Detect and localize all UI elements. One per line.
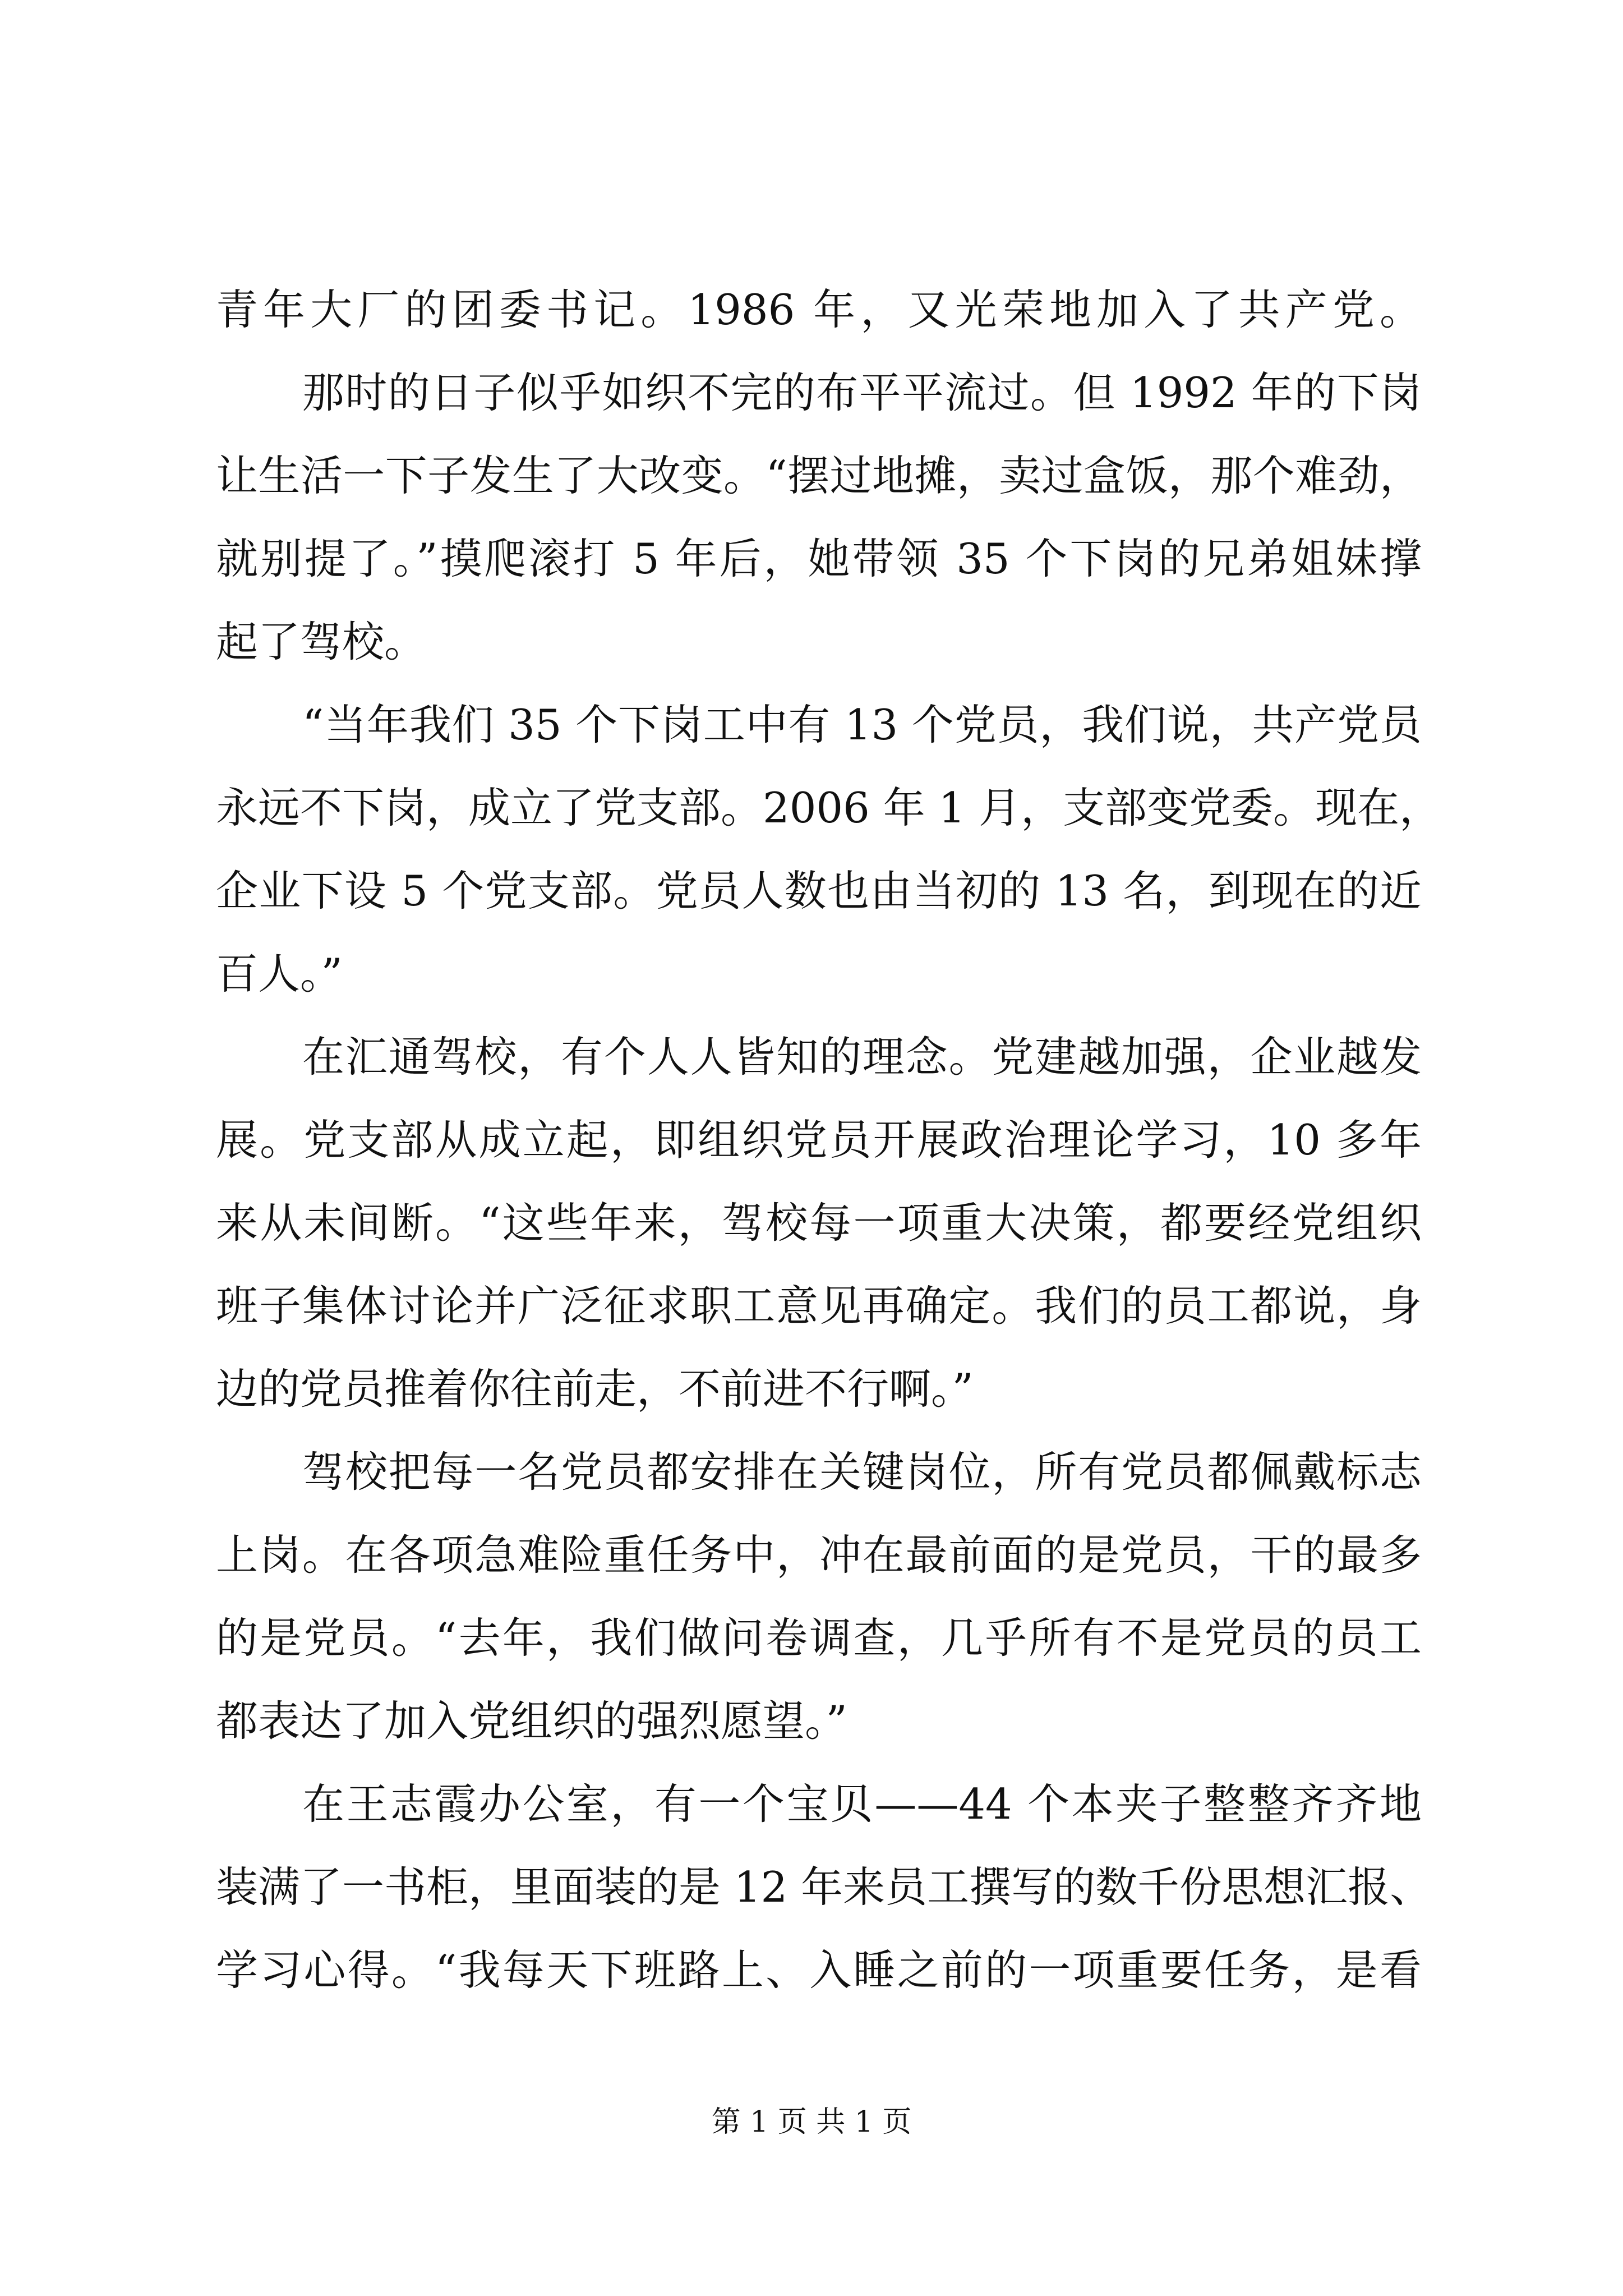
text-line: 起了驾校。 [216, 617, 427, 666]
text-line: 就别提了。”摸爬滚打 5 年后，她带领 35 个下岗的兄弟姐妹撑 [216, 534, 1422, 583]
text-line: 让生活一下子发生了大改变。“摆过地摊，卖过盒饭，那个难劲， [216, 451, 1422, 500]
text-line: 在王志霞办公室，有一个宝贝——44 个本夹子整整齐齐地 [302, 1779, 1422, 1829]
body-text [216, 268, 1442, 2012]
text-line: 企业下设 5 个党支部。党员人数也由当初的 13 名，到现在的近 [216, 866, 1422, 915]
text-line: 边的党员推着你往前走，不前进不行啊。” [216, 1364, 974, 1414]
page-number-footer: 第 1 页 共 1 页 [711, 2105, 912, 2139]
text-line: 百人。” [216, 949, 343, 999]
text-line: 那时的日子似乎如织不完的布平平流过。但 1992 年的下岗 [302, 368, 1422, 417]
text-line: 的是党员。“去年，我们做问卷调查，几乎所有不是党员的员工 [216, 1613, 1422, 1663]
text-line: 班子集体讨论并广泛征求职工意见再确定。我们的员工都说，身 [216, 1281, 1422, 1331]
text-line: 装满了一书柜，里面装的是 12 年来员工撰写的数千份思想汇报、 [216, 1862, 1432, 1912]
text-line: 都表达了加入党组织的强烈愿望。” [216, 1696, 847, 1746]
text-line: 来从未间断。“这些年来，驾校每一项重大决策，都要经党组织 [216, 1198, 1422, 1248]
text-line: 学习心得。“我每天下班路上、入睡之前的一项重要任务，是看 [216, 1945, 1422, 1995]
text-line: 永远不下岗，成立了党支部。2006 年 1 月，支部变党委。现在， [216, 783, 1442, 832]
text-line: “当年我们 35 个下岗工中有 13 个党员，我们说，共产党员 [302, 700, 1422, 749]
text-line: 展。党支部从成立起，即组织党员开展政治理论学习，10 多年 [216, 1115, 1422, 1165]
text-line: 青年大厂的团委书记。1986 年，又光荣地加入了共产党。 [216, 285, 1422, 334]
text-line: 驾校把每一名党员都安排在关键岗位，所有党员都佩戴标志 [302, 1447, 1422, 1497]
text-line: 在汇通驾校，有个人人皆知的理念。党建越加强，企业越发 [302, 1032, 1422, 1082]
text-line: 上岗。在各项急难险重任务中，冲在最前面的是党员，干的最多 [216, 1530, 1422, 1580]
